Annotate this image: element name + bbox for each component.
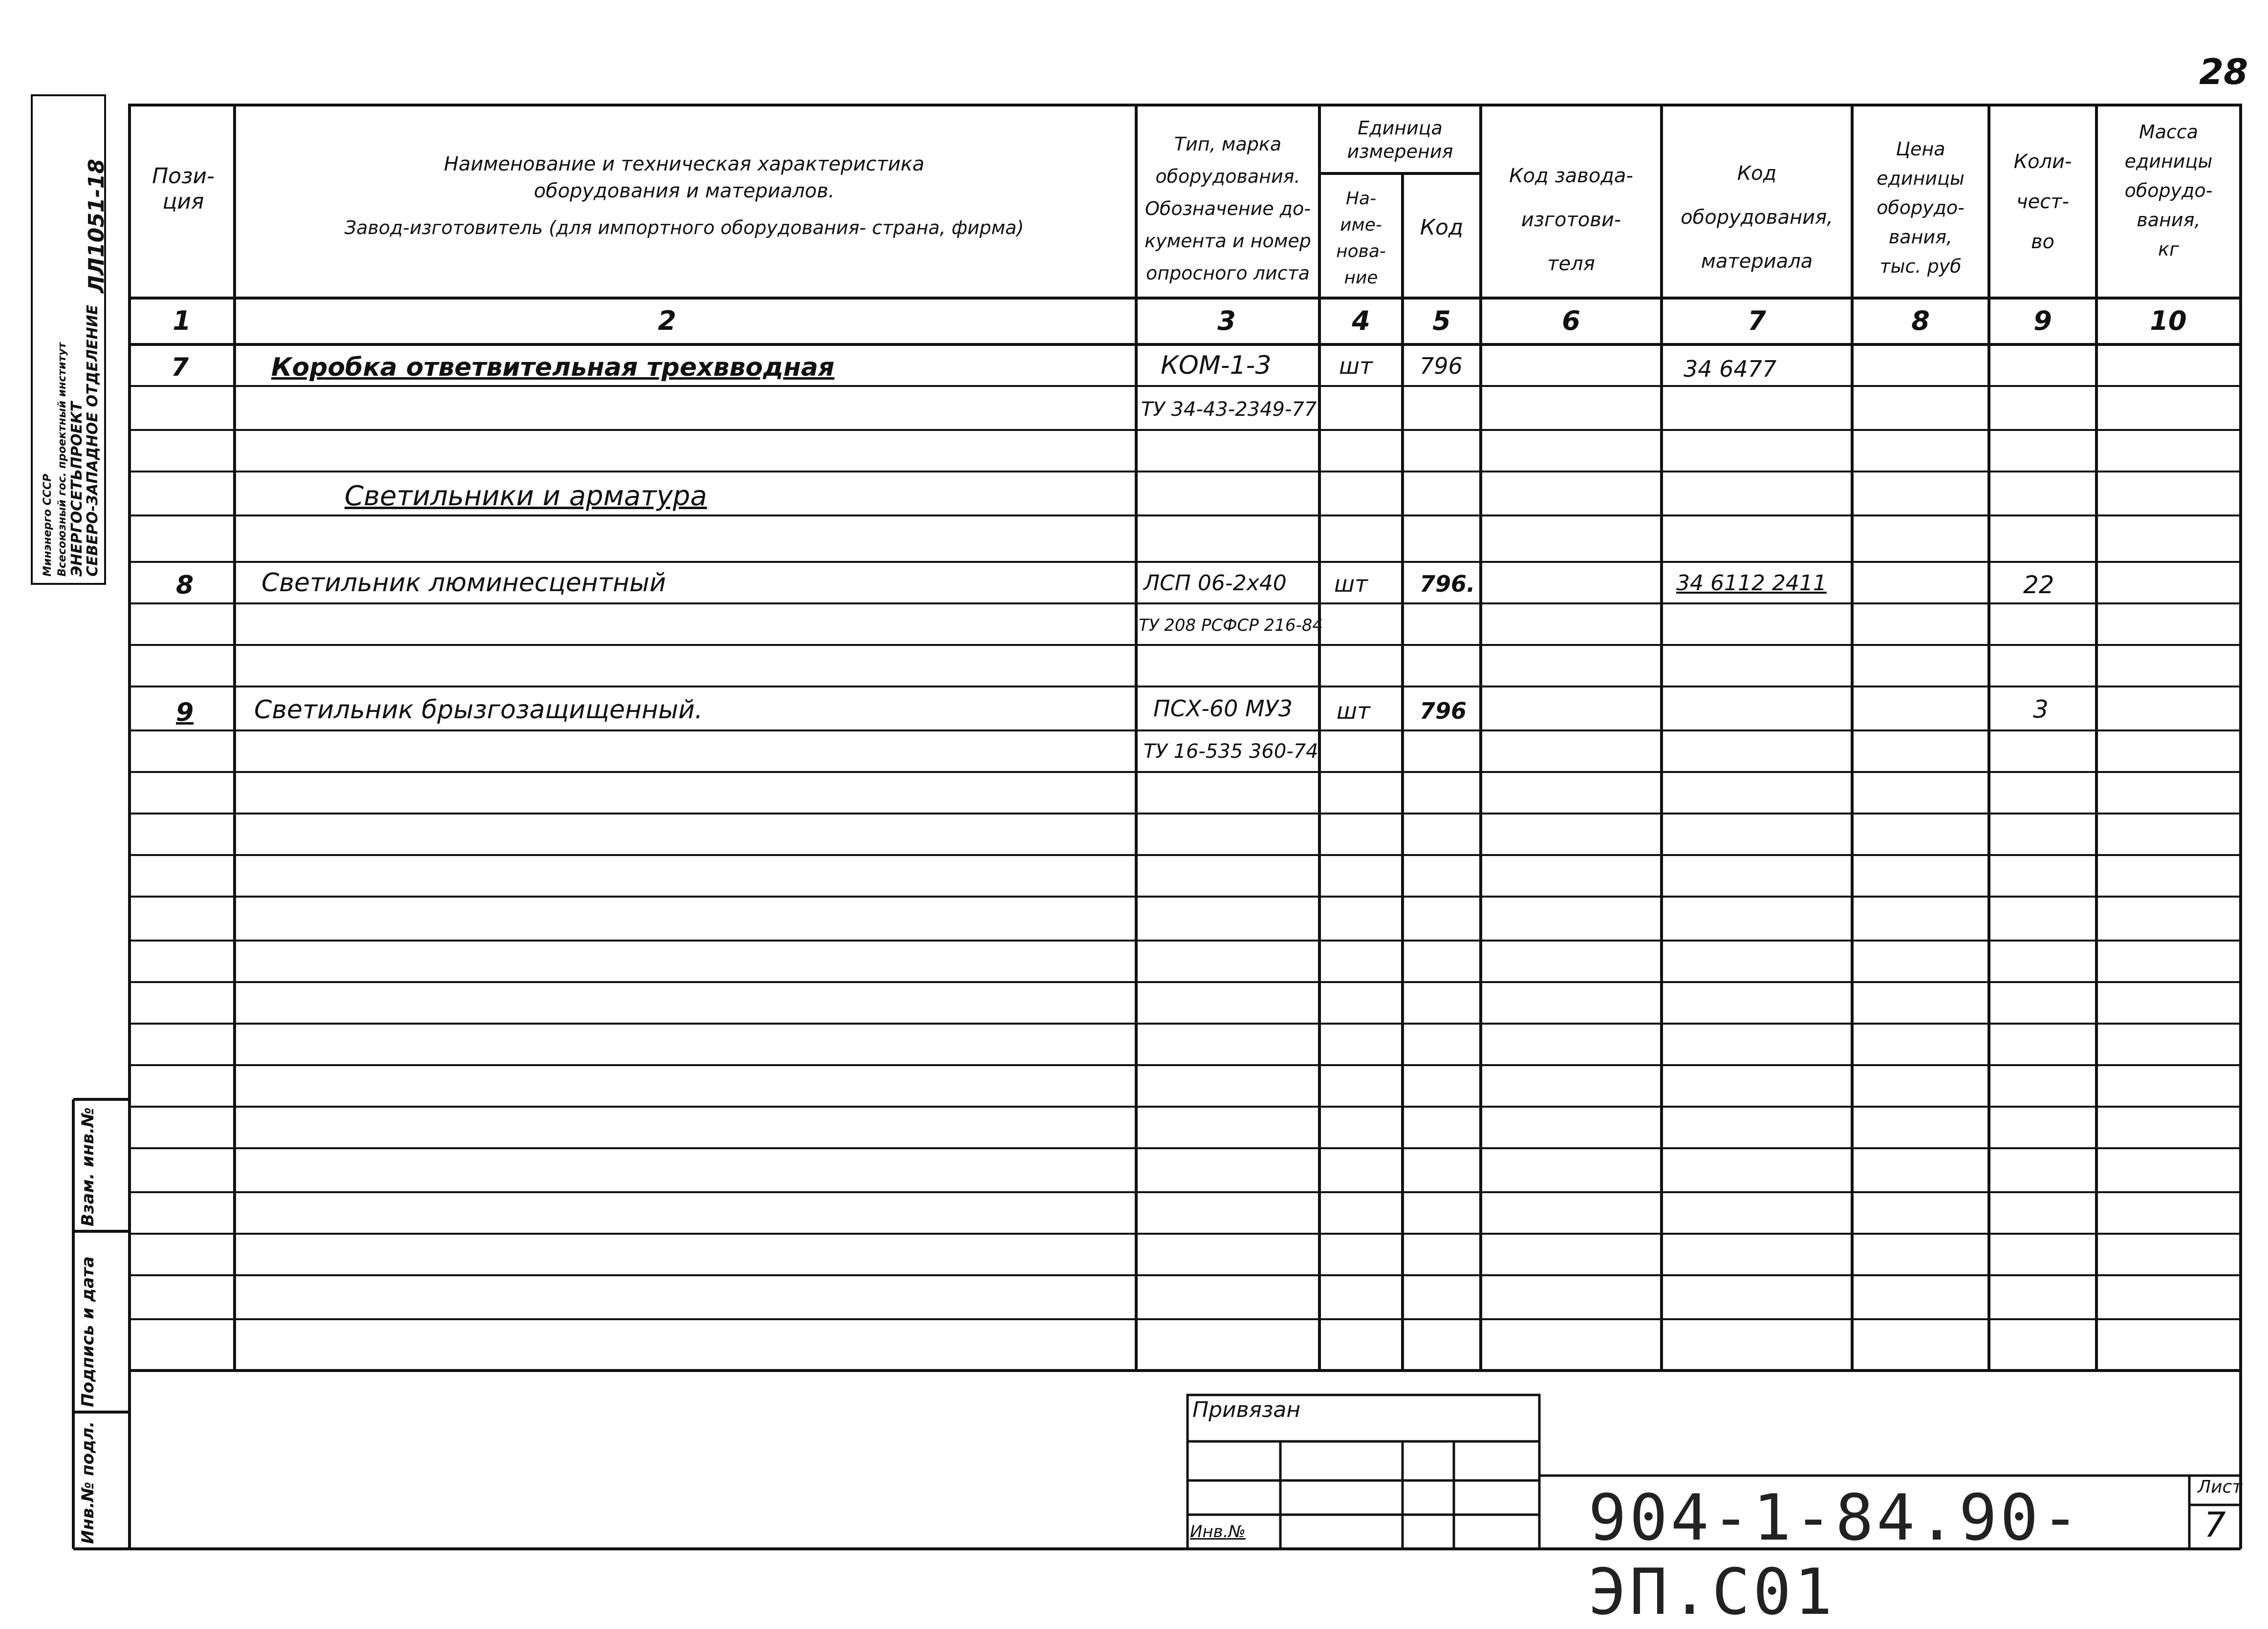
row-name: Светильник люминесцентный [261, 568, 666, 598]
sheet-number: 7 [2204, 1505, 2226, 1545]
header-type: Тип, марка оборудования. Обозначение до- кумента и номер опросного листа [1145, 133, 1311, 284]
col-number-7: 7 [1748, 305, 1766, 336]
row-type: ЛСП 06-2х40 [1144, 571, 1287, 596]
row-code: 796. [1420, 571, 1475, 597]
header-unit-code: Код [1420, 215, 1464, 240]
stamp-number: ЛЛ1051-18 [84, 158, 109, 293]
header-position: Пози- ция [152, 164, 215, 214]
row-code: 796 [1420, 353, 1463, 379]
col-number-2: 2 [658, 305, 676, 336]
col-number-10: 10 [2150, 305, 2187, 336]
inv-no-label: Инв.№ [1190, 1522, 1246, 1542]
side-label-sign-date: Подпись и дата [78, 1256, 98, 1407]
sheet-label: Лист [2198, 1477, 2243, 1497]
row-type: ПСХ-60 МУ3 [1153, 695, 1293, 722]
header-unit-name: На- име- нова- ние [1336, 189, 1386, 288]
page-number: 28 [2199, 51, 2248, 92]
col-number-3: 3 [1217, 305, 1236, 336]
col-number-8: 8 [1911, 305, 1930, 336]
row-code: 796 [1420, 698, 1467, 724]
header-unit: Единица измерения [1347, 117, 1453, 162]
privyazan-label: Привязан [1192, 1397, 1301, 1422]
row-type: ТУ 34-43-2349-77 [1141, 398, 1317, 421]
document-code: 904-1-84.90-ЭП.С01 [1588, 1480, 2083, 1629]
row-type: ТУ 208 РСФСР 216-84 [1139, 616, 1323, 635]
row-position: 7 [171, 353, 189, 382]
side-label-inv-orig: Инв.№ подл. [78, 1421, 98, 1544]
row-type: КОМ-1-3 [1161, 351, 1272, 380]
stamp-line2: Всесоюзный гос. проектный институт [56, 342, 68, 577]
row-unit: шт [1339, 353, 1373, 379]
header-quantity: Коли- чест- во [2013, 150, 2072, 253]
header-material-code: Код оборудования, материала [1681, 162, 1833, 273]
header-name-line1: Наименование и техническая характеристика [444, 153, 925, 175]
header-price: Цена единицы оборудо- вания, тыс. руб [1877, 138, 1965, 277]
row-quantity: 22 [2023, 571, 2054, 599]
row-position: 9 [176, 698, 194, 727]
row-material-code: 34 6112 2411 [1676, 571, 1827, 596]
header-name-line2: оборудования и материалов. [534, 180, 835, 202]
row-name: Светильник брызгозащищенный. [254, 695, 703, 725]
col-number-1: 1 [173, 305, 191, 336]
row-name: Коробка ответвительная трехвводная [271, 353, 835, 382]
stamp-line3: ЭНЕРГОСЕТЬПРОЕКТ [68, 401, 86, 577]
col-number-6: 6 [1562, 305, 1580, 336]
row-type: ТУ 16-535 360-74 [1144, 740, 1318, 763]
col-number-4: 4 [1352, 305, 1370, 336]
row-quantity: 3 [2033, 695, 2049, 724]
row-position: 8 [176, 571, 194, 600]
row-unit: шт [1334, 571, 1368, 597]
row-material-code: 34 6477 [1684, 356, 1777, 382]
header-mass: Масса единицы оборудо- вания, кг [2124, 121, 2213, 260]
side-label-replace-inv: Взам. инв.№ [78, 1107, 98, 1226]
header-manufacturer-code: Код завода- изготови- теля [1509, 165, 1633, 275]
row-unit: шт [1337, 698, 1370, 724]
section-title: Светильники и арматура [345, 480, 707, 512]
col-number-5: 5 [1432, 305, 1451, 336]
stamp-line4: СЕВЕРО-ЗАПАДНОЕ ОТДЕЛЕНИЕ [84, 304, 101, 577]
stamp-line1: Минэнерго СССР [42, 473, 54, 577]
col-number-9: 9 [2033, 305, 2052, 336]
header-name-line3: Завод-изготовитель (для импортного оборудования- страна, фирма) [344, 217, 1024, 238]
